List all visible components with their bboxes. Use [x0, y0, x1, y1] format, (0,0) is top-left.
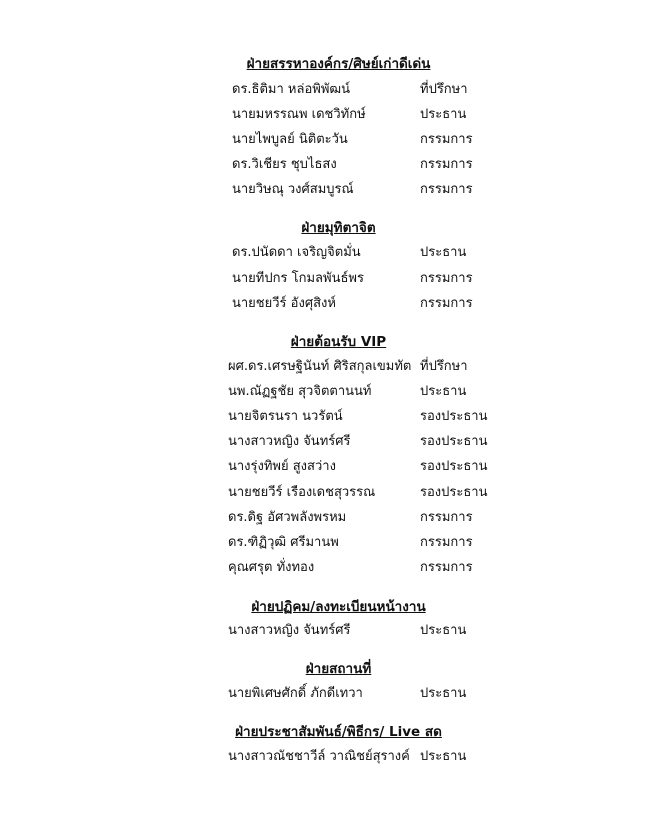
member-role: ประธาน [420, 245, 467, 260]
member-name: ดร.ฑิฏิวุฒิ ศรีมานพ [228, 535, 339, 550]
member-name: นายชยวีร์ อังศุสิงห์ [232, 296, 336, 311]
member-name: นายจิตรนรา นวรัตน์ [228, 409, 343, 424]
member-role: กรรมการ [420, 296, 473, 311]
member-role: รองประธาน [420, 459, 488, 474]
member-name: ผศ.ดร.เศรษฐินันท์ ศิริสกุลเขมทัต [228, 359, 412, 374]
member-name: นายทีปกร โกมลพันธ์พร [232, 271, 364, 286]
member-role: ประธาน [420, 686, 467, 701]
member-name: นางสาวหญิง จันทร์ศรี [228, 623, 351, 638]
member-name: นายชยวีร์ เรืองเดชสุวรรณ [228, 485, 376, 500]
member-name: นางสาวหญิง จันทร์ศรี [228, 434, 351, 449]
member-role: รองประธาน [420, 409, 488, 424]
member-role: ที่ปรึกษา [420, 82, 468, 97]
member-name: นพ.ณัฏฐชัย สุวจิตตานนท์ [228, 384, 372, 399]
member-role: รองประธาน [420, 485, 488, 500]
member-role: ที่ปรึกษา [420, 359, 468, 374]
member-name: นางสาวณัชชาวีล์ วาณิชย์สุรางค์ [228, 749, 410, 764]
member-name: คุณศรุต ทั่งทอง [228, 560, 315, 575]
member-role: กรรมการ [420, 271, 473, 286]
member-name: นายพิเศษศักดิ์ ภักดีเทวา [228, 686, 363, 701]
section-heading: ฝ่ายมุทิตาจิต [301, 220, 376, 236]
member-name: นายไพบูลย์ นิติตะวัน [232, 132, 348, 147]
member-role: กรรมการ [420, 560, 473, 575]
member-role: กรรมการ [420, 510, 473, 525]
member-role: ประธาน [420, 623, 467, 638]
member-role: ประธาน [420, 107, 467, 122]
member-name: นางรุ่งทิพย์ สูงสว่าง [228, 459, 336, 474]
member-name: ดร.ธิติมา หล่อพิพัฒน์ [232, 82, 351, 97]
member-role: กรรมการ [420, 157, 473, 172]
member-role: ประธาน [420, 384, 467, 399]
section-heading: ฝ่ายสรรหาองค์กร/ศิษย์เก่าดีเด่น [246, 56, 431, 72]
member-role: รองประธาน [420, 434, 488, 449]
section-heading: ฝ่ายสถานที่ [305, 661, 372, 677]
section-heading: ฝ่ายประชาสัมพันธ์/พิธีกร/ Live สด [235, 724, 442, 740]
member-role: กรรมการ [420, 182, 473, 197]
member-name: นายวิษณุ วงศ์สมบูรณ์ [232, 182, 354, 197]
section-heading: ฝ่ายปฏิคม/ลงทะเบียนหน้างาน [251, 599, 426, 615]
member-name: ดร.วิเชียร ชุบไธสง [232, 157, 337, 172]
member-role: ประธาน [420, 749, 467, 764]
member-name: นายมหรรณพ เดชวิทักษ์ [232, 107, 366, 122]
member-role: กรรมการ [420, 132, 473, 147]
member-name: ดร.ปนัดดา เจริญจิตมั่น [232, 245, 361, 260]
section-heading: ฝ่ายต้อนรับ VIP [290, 334, 387, 350]
member-role: กรรมการ [420, 535, 473, 550]
member-name: ดร.ดิฐ อัศวพลังพรหม [228, 510, 347, 525]
